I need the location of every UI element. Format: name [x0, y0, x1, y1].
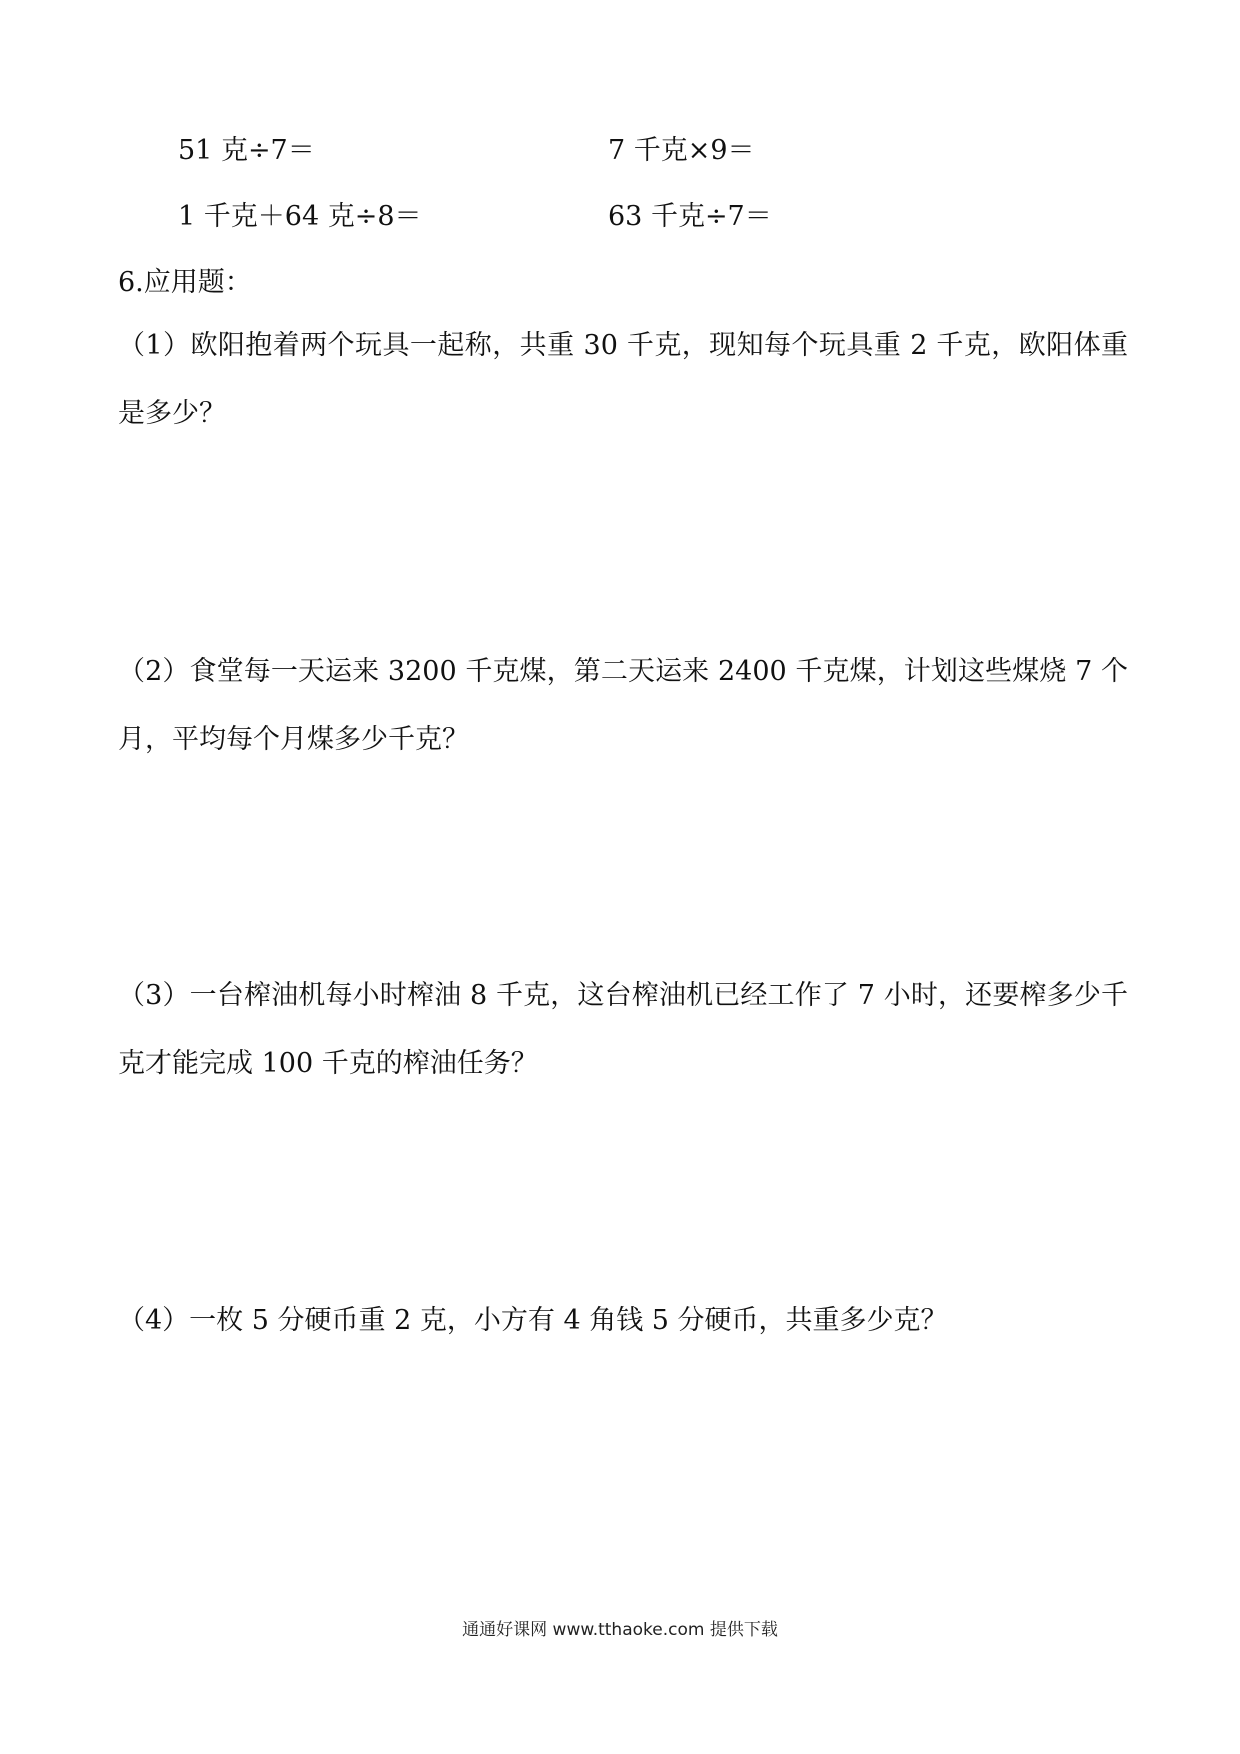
calc-item-1: 51 克÷7＝ [178, 135, 315, 166]
calc-item-3: 1 千克＋64 克÷8＝ [178, 201, 422, 232]
question-3: （3）一台榨油机每小时榨油 8 千克，这台榨油机已经工作了 7 小时，还要榨多少千克才能完成 100 千克的榨油任务？ [118, 980, 1128, 1079]
calc-item-2: 7 千克×9＝ [608, 135, 755, 166]
question-1: （1）欧阳抱着两个玩具一起称，共重 30 千克，现知每个玩具重 2 千克，欧阳体重是多少？ [118, 330, 1128, 429]
footer-source: 通通好课网 www.tthaoke.com 提供下载 [462, 1620, 778, 1640]
section-title: 6.应用题： [118, 267, 252, 298]
question-4: （4）一枚 5 分硬币重 2 克，小方有 4 角钱 5 分硬币，共重多少克？ [118, 1305, 948, 1336]
calc-item-4: 63 千克÷7＝ [608, 201, 772, 232]
question-2: （2）食堂每一天运来 3200 千克煤，第二天运来 2400 千克煤，计划这些煤烧 7 个月，平均每个月煤多少千克？ [118, 656, 1128, 755]
